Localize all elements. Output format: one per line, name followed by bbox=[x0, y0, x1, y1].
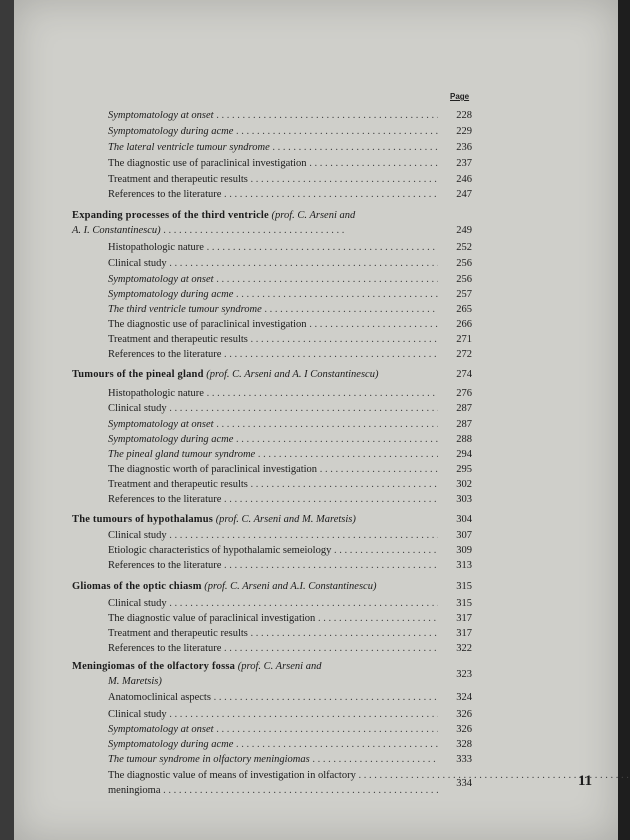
toc-entry: Symptomatology during acme . . . 328 bbox=[72, 737, 472, 752]
toc-entry: References to the literature . . . 272 bbox=[72, 347, 472, 362]
toc-entry: Symptomatology during acme . . . 288 bbox=[72, 432, 472, 447]
toc-entry: Histopathologic nature . . . 276 bbox=[72, 386, 472, 401]
toc-entry: Histopathologic nature . . . 252 bbox=[72, 240, 472, 255]
toc-entry: Treatment and therapeutic results . . . 246 bbox=[72, 172, 472, 187]
toc-entry: Clinical study . . . 326 bbox=[72, 707, 472, 722]
toc-entry: The diagnostic worth of paraclinical investigation . . . 295 bbox=[72, 462, 472, 477]
toc-entry: Clinical study . . . 307 bbox=[72, 528, 472, 543]
page-edge bbox=[618, 0, 630, 840]
toc-entry: Symptomatology during acme . . . 229 bbox=[72, 124, 472, 139]
toc-entry: Etiologic characteristics of hypothalamic semeiology . . . 309 bbox=[72, 543, 472, 558]
toc-section-heading: Meningiomas of the olfactory fossa (prof. C. Arseni and M. Maretsis) 323 bbox=[72, 661, 472, 687]
toc-entry: The diagnostic value of paraclinical investigation . . . 317 bbox=[72, 611, 472, 626]
toc-entry: The diagnostic use of paraclinical investigation . . . 266 bbox=[72, 317, 472, 332]
toc-entry: Treatment and therapeutic results . . . 271 bbox=[72, 332, 472, 347]
toc-entry: Symptomatology at onset . . . 228 bbox=[72, 108, 472, 123]
toc-entry: References to the literature . . . 303 bbox=[72, 492, 472, 507]
toc-entry: Treatment and therapeutic results . . . 302 bbox=[72, 477, 472, 492]
toc-entry: References to the literature . . . 313 bbox=[72, 558, 472, 573]
toc-entry: References to the literature . . . 247 bbox=[72, 187, 472, 202]
toc-entry: The tumour syndrome in olfactory meningiomas . . . 333 bbox=[72, 752, 472, 767]
page-folio: 11 bbox=[578, 773, 593, 789]
toc-entry: The third ventricle tumour syndrome . . . 265 bbox=[72, 302, 472, 317]
toc-entry: Symptomatology at onset . . . 287 bbox=[72, 417, 472, 432]
toc-entry: Treatment and therapeutic results . . . 317 bbox=[72, 626, 472, 641]
toc-entry: Clinical study . . . 256 bbox=[72, 256, 472, 271]
toc-entry: Symptomatology during acme . . . 257 bbox=[72, 287, 472, 302]
toc-entry: The lateral ventricle tumour syndrome . . . 236 bbox=[72, 140, 472, 155]
toc-entry: Symptomatology at onset . . . 256 bbox=[72, 272, 472, 287]
page-column-header: Page bbox=[450, 92, 470, 101]
toc-section-heading: Tumours of the pineal gland (prof. C. Arseni and A. I Constantinescu) 274 bbox=[72, 369, 472, 380]
toc-entry: Symptomatology at onset . . . 326 bbox=[72, 722, 472, 737]
toc-entry: Clinical study . . . 287 bbox=[72, 401, 472, 416]
toc-section-heading: Expanding processes of the third ventricle (prof. C. Arseni and A. I. Constantinescu) . . . . . . . . . . . . . . . . . . . . . . . . . . . . . . . . . . . 249 bbox=[72, 210, 472, 236]
toc-section-heading: Gliomas of the optic chiasm (prof. C. Arseni and A.I. Constantinescu) 315 bbox=[72, 581, 472, 592]
toc-entry: The pineal gland tumour syndrome . . . 294 bbox=[72, 447, 472, 462]
toc-entry: The diagnostic use of paraclinical investigation . . . 237 bbox=[72, 156, 472, 171]
toc-entry: Anatomoclinical aspects . . . 324 bbox=[72, 690, 472, 705]
toc-entry: The diagnostic value of means of investigation in olfactory . . . meningioma . . . 334 bbox=[72, 768, 472, 800]
toc-section-heading: The tumours of hypothalamus (prof. C. Arseni and M. Maretsis) 304 bbox=[72, 514, 472, 525]
toc-entry: References to the literature . . . 322 bbox=[72, 641, 472, 656]
toc-entry: Clinical study . . . 315 bbox=[72, 596, 472, 611]
